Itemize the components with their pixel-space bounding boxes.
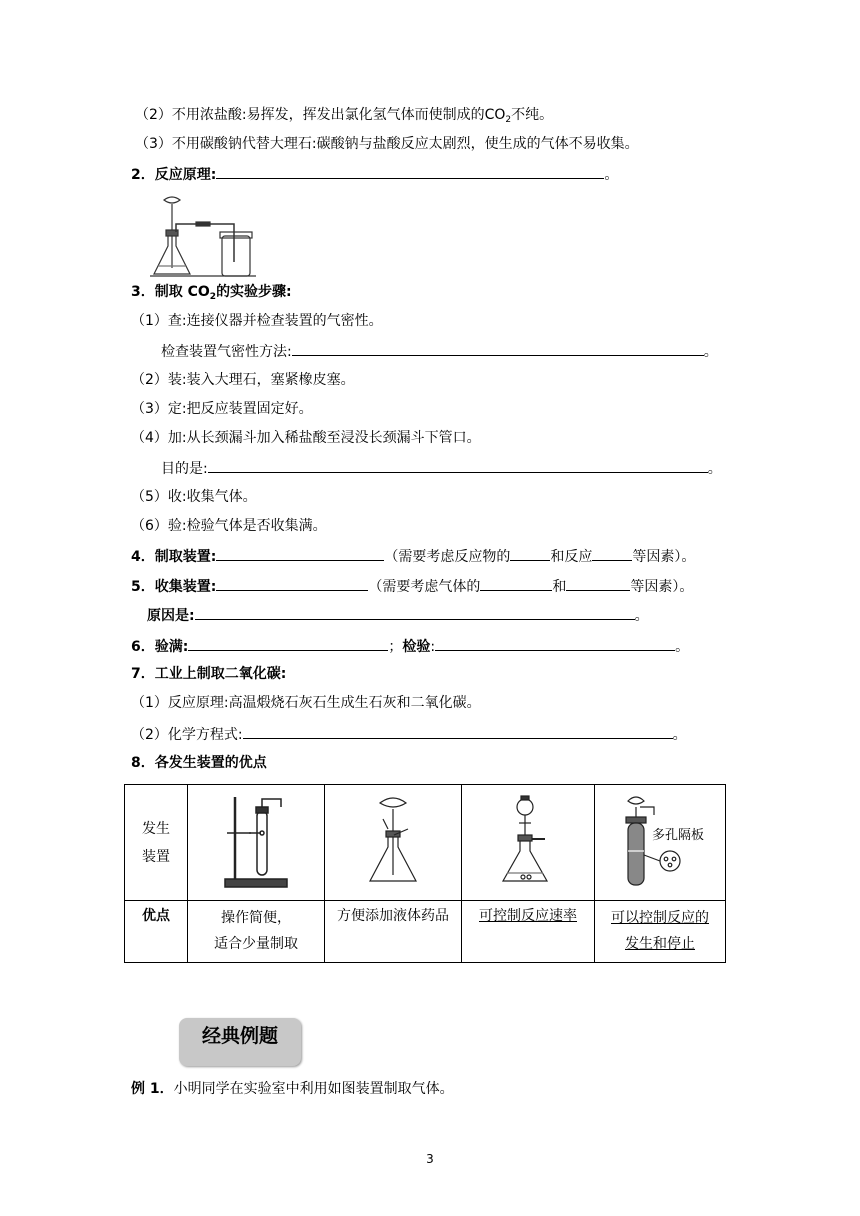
section-4 — [131, 546, 695, 566]
apparatus-test-tube-cell — [188, 785, 325, 901]
advantage-test-tube-line2: 适合少量制取 — [214, 936, 298, 952]
blank-full-check[interactable] — [188, 636, 388, 651]
step-4-text: （4）加:从长颈漏斗加入稀盐酸至浸没长颈漏斗下管口。 — [131, 430, 481, 446]
blank-generator[interactable] — [216, 546, 384, 561]
blank-condition[interactable] — [592, 546, 632, 561]
porous-plate-apparatus-image — [604, 791, 716, 891]
section-2-label: 2．反应原理: — [131, 167, 217, 183]
advantage-porous-plate-line2: 发生和停止 — [625, 936, 695, 952]
blank-reaction-principle[interactable] — [216, 164, 604, 179]
step-6-text: （6）验:检验气体是否收集满。 — [131, 518, 327, 534]
step-4 — [131, 429, 481, 447]
section-6 — [131, 636, 689, 656]
section-5-note-3: 等因素）。 — [630, 579, 694, 595]
row-header-advantage-text: 优点 — [142, 908, 170, 924]
period: 。 — [672, 727, 687, 743]
section-4-label: 4．制取装置: — [131, 549, 217, 565]
advantage-separatory-funnel-text: 可控制反应速率 — [479, 908, 577, 924]
step-4-purpose — [161, 458, 722, 478]
step-3 — [131, 400, 313, 418]
separator: ； — [388, 639, 403, 655]
advantage-porous-plate-line1: 可以控制反应的 — [611, 910, 709, 926]
blank-equation[interactable] — [243, 724, 673, 739]
section-5-note-2: 和 — [552, 579, 567, 595]
example-1-number: 例 1． — [131, 1081, 174, 1097]
section-7-title — [131, 665, 286, 683]
apparatus-porous-plate-cell — [595, 785, 726, 901]
section-8-title — [131, 754, 267, 772]
reason-label: 原因是: — [147, 608, 195, 624]
porous-plate-label: 多孔隔板 — [652, 827, 705, 843]
example-1-text: 小明同学在实验室中利用如图装置制取气体。 — [173, 1081, 454, 1097]
section-5-label: 5．收集装置: — [131, 579, 217, 595]
blank-gas-property-1[interactable] — [480, 576, 552, 591]
hcl-text: （2）不用浓盐酸:易挥发，挥发出氯化氢气体而使制成的CO — [135, 107, 506, 123]
separatory-funnel-flask-image — [493, 793, 563, 889]
co2-subscript: 2 — [505, 115, 512, 125]
section-4-note-2: 和反应 — [550, 549, 593, 565]
long-neck-funnel-flask-image — [358, 793, 428, 889]
text-line-na2co3 — [135, 135, 639, 153]
blank-reactant[interactable] — [510, 546, 550, 561]
apparatus-long-neck-funnel-cell — [325, 785, 462, 901]
row-header-apparatus-line2: 装置 — [142, 848, 170, 865]
section-5-note-1: （需要考虑气体的 — [368, 579, 481, 595]
section-2 — [131, 164, 618, 184]
page-number: 3 — [426, 1152, 434, 1166]
section-7-label: 7．工业上制取二氧化碳: — [131, 666, 287, 682]
row-header-apparatus-line1: 发生 — [142, 820, 170, 837]
classic-examples-title: 经典例题 — [201, 1025, 278, 1047]
step-2-text: （2）装:装入大理石，塞紧橡皮塞。 — [131, 372, 355, 388]
advantage-test-tube-line1: 操作简便， — [221, 910, 291, 926]
step-3-text: （3）定:把反应装置固定好。 — [131, 401, 313, 417]
section-5 — [131, 576, 693, 596]
period: 。 — [707, 461, 722, 477]
section-7-1-text: （1）反应原理:高温煅烧石灰石生成生石灰和二氧化碳。 — [131, 695, 481, 711]
period: 。 — [604, 167, 619, 183]
purpose-label: 目的是: — [161, 461, 208, 477]
advantage-porous-plate — [595, 901, 726, 963]
period: 。 — [675, 639, 690, 655]
section-6-label: 6．验满: — [131, 639, 189, 655]
test-label: 检验 — [402, 639, 431, 655]
apparatus-advantages-table — [124, 784, 726, 963]
advantage-test-tube — [188, 901, 325, 963]
blank-gas-property-2[interactable] — [566, 576, 630, 591]
example-1 — [131, 1080, 454, 1098]
text-line-hcl — [135, 106, 553, 129]
blank-test[interactable] — [435, 636, 675, 651]
section-4-note-3: 等因素）。 — [632, 549, 696, 565]
na2co3-text: （3）不用碳酸钠代替大理石:碳酸钠与盐酸反应太剧烈，使生成的气体不易收集。 — [135, 136, 639, 152]
section-3-text: 3．制取 CO — [131, 284, 210, 300]
co2-generation-apparatus-image — [150, 192, 256, 280]
advantage-long-neck-funnel-text: 方便添加液体药品 — [337, 908, 449, 924]
apparatus-separatory-funnel-cell — [462, 785, 595, 901]
row-header-apparatus — [125, 785, 188, 901]
hcl-text-end: 不纯。 — [511, 107, 554, 123]
blank-collector[interactable] — [216, 576, 368, 591]
row-header-advantage — [125, 901, 188, 963]
check-airtight-label: 检查装置气密性方法: — [161, 344, 292, 360]
section-3-title — [131, 283, 292, 306]
test-tube-stand-image — [221, 793, 291, 889]
blank-purpose[interactable] — [208, 458, 708, 473]
advantage-long-neck-funnel — [325, 901, 462, 963]
classic-examples-badge — [179, 1018, 301, 1066]
section-3-text-end: 的实验步骤: — [216, 284, 292, 300]
section-4-note-1: （需要考虑反应物的 — [384, 549, 511, 565]
step-5 — [131, 488, 257, 506]
section-7-2 — [131, 724, 687, 744]
step-2 — [131, 371, 355, 389]
step-1 — [131, 312, 383, 330]
section-5-reason — [147, 605, 649, 625]
blank-reason[interactable] — [195, 605, 635, 620]
step-1-text: （1）查:连接仪器并检查装置的气密性。 — [131, 313, 383, 329]
colon: : — [430, 639, 436, 655]
period: 。 — [703, 344, 718, 360]
step-6 — [131, 517, 327, 535]
blank-airtight-method[interactable] — [292, 341, 704, 356]
section-7-1 — [131, 694, 481, 712]
period: 。 — [634, 608, 649, 624]
advantage-separatory-funnel — [462, 901, 595, 963]
step-1-check — [161, 341, 718, 361]
section-8-label: 8．各发生装置的优点 — [131, 755, 267, 771]
co2-subscript-2: 2 — [209, 292, 217, 302]
step-5-text: （5）收:收集气体。 — [131, 489, 257, 505]
equation-label: （2）化学方程式: — [131, 727, 243, 743]
